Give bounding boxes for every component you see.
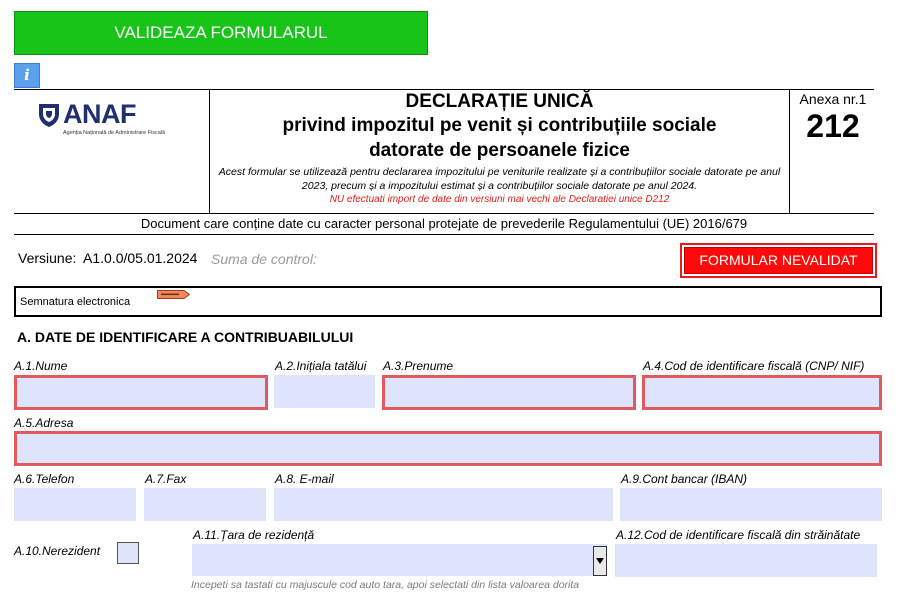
anaf-logo xyxy=(38,100,188,142)
chevron-down-icon xyxy=(596,558,604,564)
form-subtitle-line1: privind impozitul pe venit și contribuțiile sociale xyxy=(282,115,717,136)
validate-form-button[interactable]: VALIDEAZA FORMULARUL xyxy=(14,11,428,55)
cnp-nif-input[interactable] xyxy=(642,375,882,410)
checksum-label: Suma de control: xyxy=(211,251,317,267)
initiala-tatalui-input[interactable] xyxy=(274,375,375,408)
status-badge-frame xyxy=(680,243,877,278)
label-nerezident: A.10.Nerezident xyxy=(14,544,101,558)
tara-rezidenta-hint: Incepeti sa tastati cu majuscule cod auto tara, apoi selectati din lista valoarea dorita xyxy=(191,579,580,591)
label-initiala-tatalui: A.2.Inițiala tatălui xyxy=(275,359,367,373)
iban-input[interactable] xyxy=(620,488,882,521)
anexa-label: Anexa nr.1 xyxy=(799,91,867,107)
form-subtitle xyxy=(210,113,789,163)
gdpr-notice: Document care conține date cu caracter personal protejate de prevederile Regulamentului (UE) 2016/679 xyxy=(140,216,748,231)
header-bottom-border xyxy=(14,213,874,214)
cod-fiscal-strainatate-input[interactable] xyxy=(615,544,877,577)
label-cnp-nif: A.4.Cod de identificare fiscală (CNP/ NIF) xyxy=(643,359,865,373)
prenume-input[interactable] xyxy=(382,375,636,410)
adresa-input[interactable] xyxy=(14,431,882,466)
telefon-input[interactable] xyxy=(14,488,136,521)
label-tara-rezidenta: A.11.Țara de rezidență xyxy=(193,528,315,542)
logo-text: ANAF xyxy=(63,99,136,129)
nerezident-checkbox[interactable] xyxy=(117,542,139,564)
form-description: Acest formular se utilizează pentru declararea impozitului pe veniturile realizate și a contribuțiilor sociale datorate pe anul 2023, precum și a impozitului estimat și a contribuțiilor sociale datorate pe anul 2024. xyxy=(218,166,781,192)
info-icon[interactable]: i xyxy=(14,63,40,88)
form-status-button[interactable]: FORMULAR NEVALIDAT xyxy=(684,247,873,274)
tara-rezidenta-dropdown-button[interactable] xyxy=(593,546,607,576)
anexa-number: 212 xyxy=(806,108,860,144)
anaf-shield-icon xyxy=(38,102,60,128)
gdpr-divider xyxy=(14,234,874,235)
header-top-border xyxy=(14,89,874,90)
signature-label: Semnatura electronica xyxy=(20,296,131,308)
signature-tag-icon[interactable] xyxy=(157,290,190,299)
label-cod-fiscal-strainatate: A.12.Cod de identificare fiscală din străinătate xyxy=(616,528,861,542)
label-email: A.8. E-mail xyxy=(275,472,334,486)
form-title-block xyxy=(210,91,789,206)
label-adresa: A.5.Adresa xyxy=(14,416,74,430)
tara-rezidenta-select[interactable] xyxy=(192,544,607,576)
logo-subtitle: Agenția Națională de Administrare Fiscală xyxy=(63,130,166,136)
form-subtitle-line2: datorate de persoanele fizice xyxy=(369,140,630,161)
label-telefon: A.6.Telefon xyxy=(14,472,75,486)
form-title: DECLARAȚIE UNICĂ xyxy=(405,91,594,112)
label-prenume: A.3.Prenume xyxy=(383,359,454,373)
nume-input[interactable] xyxy=(14,375,268,410)
label-fax: A.7.Fax xyxy=(145,472,187,486)
label-nume: A.1.Nume xyxy=(14,359,68,373)
fax-input[interactable] xyxy=(144,488,266,521)
section-a-title: A. DATE DE IDENTIFICARE A CONTRIBUABILULUI xyxy=(17,329,354,345)
import-warning: NU efectuati import de date din versiuni mai vechi ale Declaratiei unice D212 xyxy=(329,194,670,205)
email-input[interactable] xyxy=(274,488,613,521)
electronic-signature-field[interactable] xyxy=(14,286,882,317)
label-iban: A.9.Cont bancar (IBAN) xyxy=(621,472,748,486)
anexa-block xyxy=(790,90,876,144)
version-value: A1.0.0/05.01.2024 xyxy=(83,250,198,266)
version-label: Versiune: xyxy=(18,250,77,266)
